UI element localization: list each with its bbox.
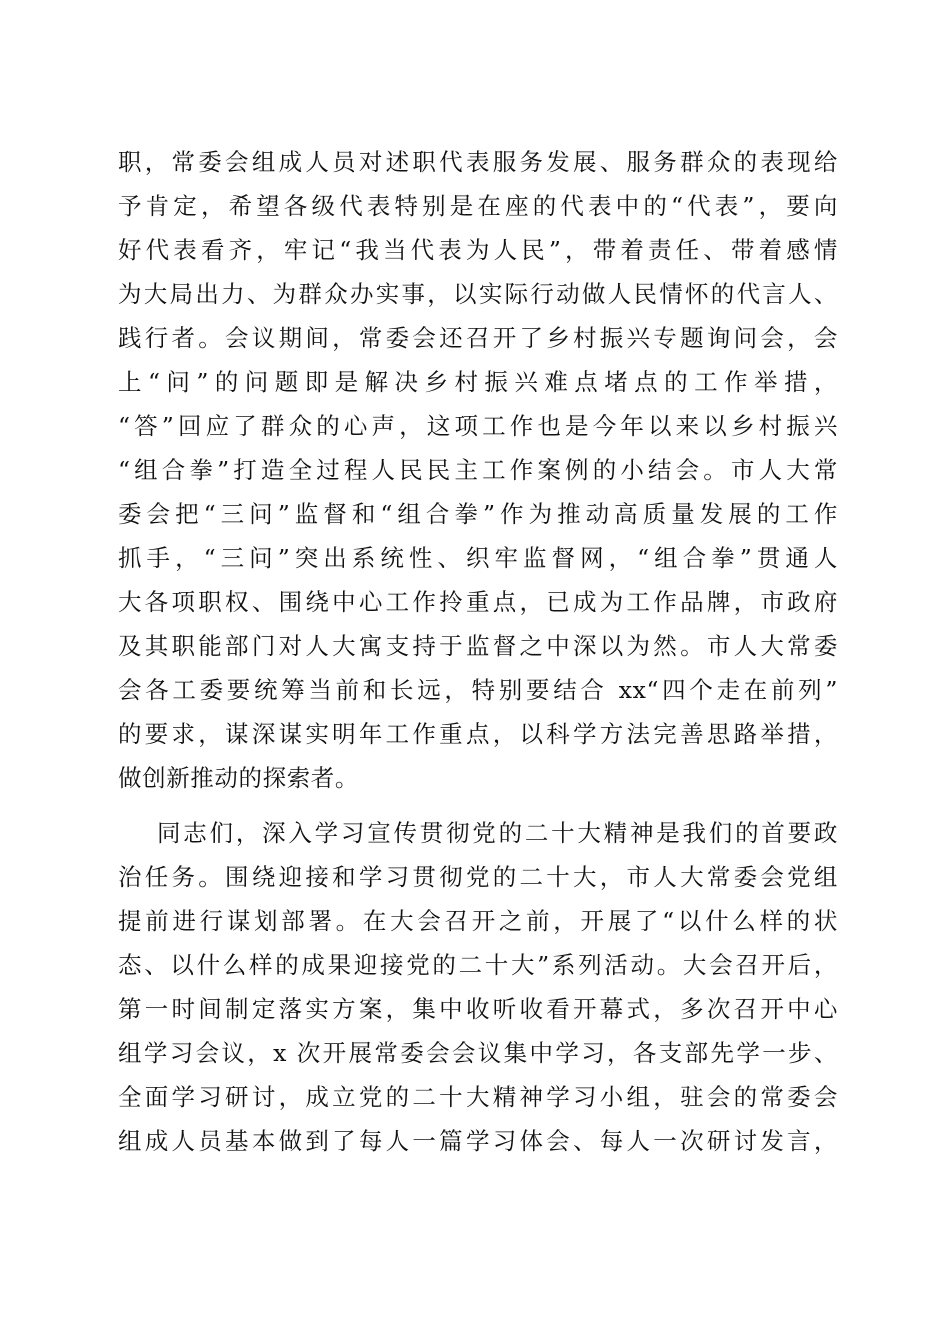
text-line: 提前进行谋划部署。在大会召开之前，开展了“以什么样的状 <box>118 907 838 935</box>
text-line: 好代表看齐，牢记“我当代表为人民”，带着责任、带着感情 <box>118 236 838 264</box>
text-line: 上“问”的问题即是解决乡村振兴难点堵点的工作举措， <box>118 368 838 396</box>
text-line: 抓手，“三问”突出系统性、织牢监督网，“组合拳”贯通人 <box>118 544 838 572</box>
text-line: “组合拳”打造全过程人民民主工作案例的小结会。市人大常 <box>118 456 838 484</box>
text-line: 践行者。会议期间，常委会还召开了乡村振兴专题询问会，会 <box>118 324 838 352</box>
text-line: “答”回应了群众的心声，这项工作也是今年以来以乡村振兴 <box>118 412 838 440</box>
text-line: 为大局出力、为群众办实事，以实际行动做人民情怀的代言人、 <box>118 280 838 308</box>
text-line: 治任务。围绕迎接和学习贯彻党的二十大，市人大常委会党组 <box>118 863 838 891</box>
paragraph-first-line: 同志们，深入学习宣传贯彻党的二十大精神是我们的首要政 <box>157 819 838 847</box>
text-line: 第一时间制定落实方案，集中收听收看开幕式，多次召开中心 <box>118 995 838 1023</box>
text-line: 会各工委要统筹当前和长远，特别要结合 xx“四个走在前列” <box>118 676 838 704</box>
text-line: 予肯定，希望各级代表特别是在座的代表中的“代表”，要向 <box>118 192 838 220</box>
text-line: 全面学习研讨，成立党的二十大精神学习小组，驻会的常委会 <box>118 1083 838 1111</box>
text-line: 委会把“三问”监督和“组合拳”作为推动高质量发展的工作 <box>118 500 838 528</box>
text-line: 的要求，谋深谋实明年工作重点，以科学方法完善思路举措， <box>118 720 838 748</box>
text-line: 态、以什么样的成果迎接党的二十大”系列活动。大会召开后， <box>118 951 838 979</box>
text-line: 及其职能部门对人大寓支持于监督之中深以为然。市人大常委 <box>118 632 838 660</box>
text-line: 职，常委会组成人员对述职代表服务发展、服务群众的表现给 <box>118 148 838 176</box>
text-line: 大各项职权、围绕中心工作拎重点，已成为工作品牌，市政府 <box>118 588 838 616</box>
text-line: 组学习会议，x 次开展常委会会议集中学习，各支部先学一步、 <box>118 1039 838 1067</box>
paragraph-end-line: 做创新推动的探索者。 <box>118 764 359 792</box>
text-line: 组成人员基本做到了每人一篇学习体会、每人一次研讨发言， <box>118 1127 838 1155</box>
